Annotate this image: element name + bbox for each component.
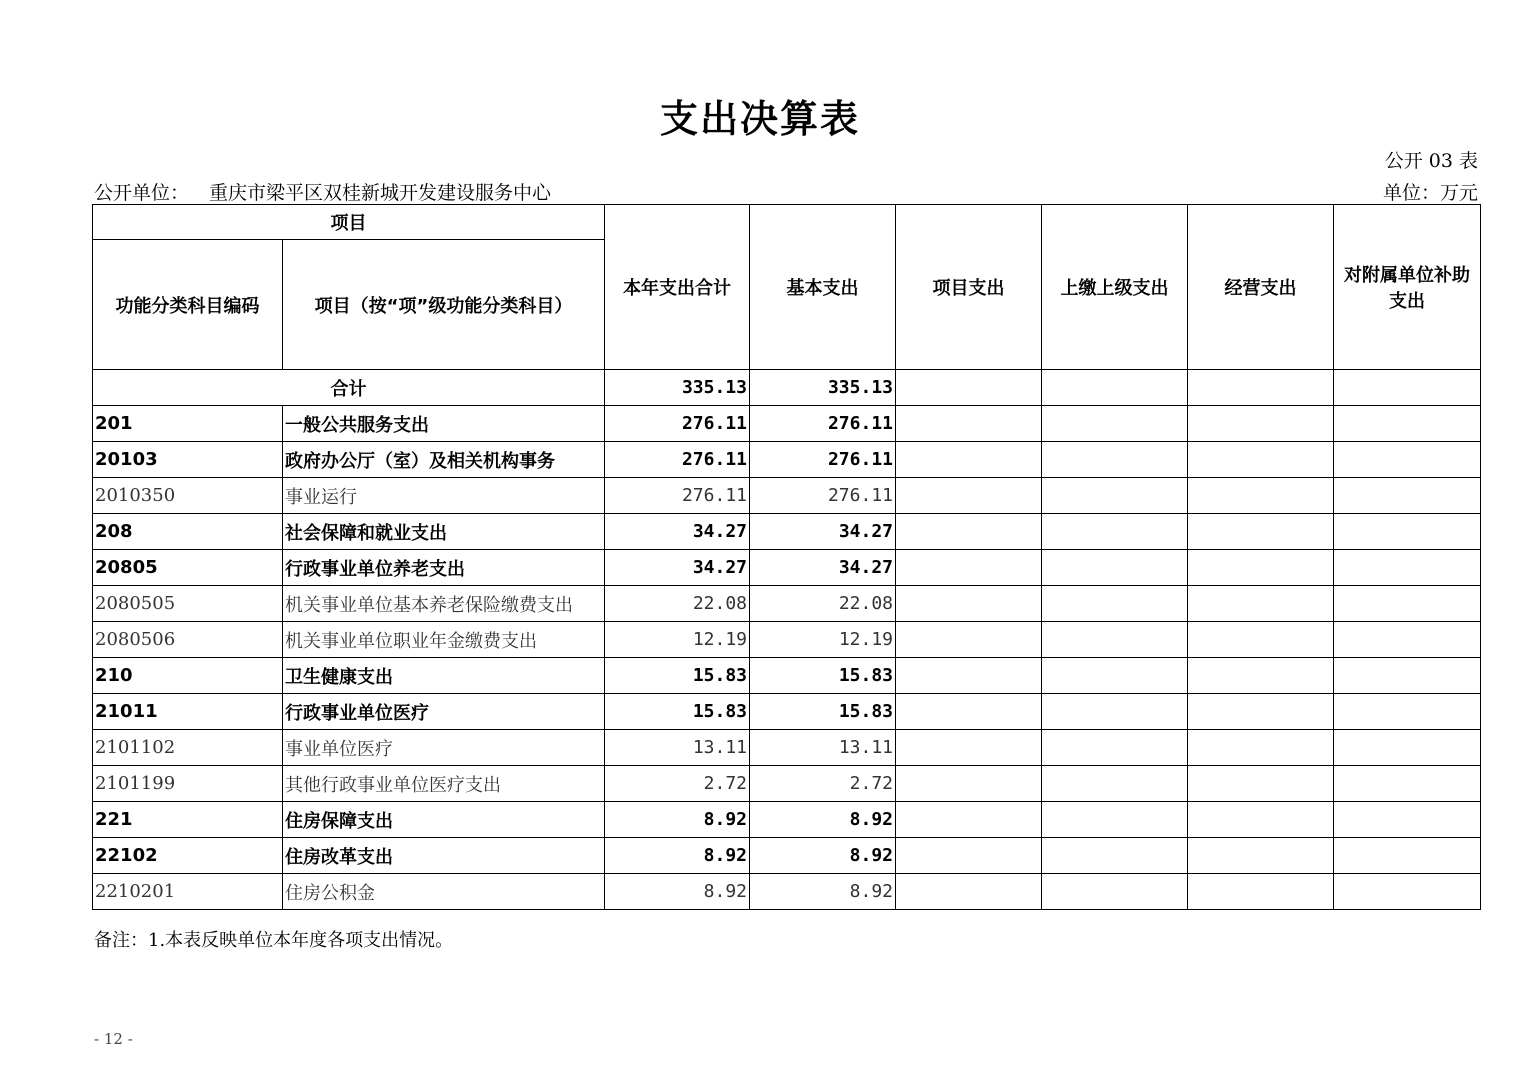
row-name: 事业运行 <box>283 478 605 514</box>
row-total: 34.27 <box>605 550 750 586</box>
empty-cell <box>1042 514 1188 550</box>
table-row <box>93 658 1481 694</box>
empty-cell <box>1334 586 1481 622</box>
row-code: 20805 <box>93 550 283 586</box>
expenditure-table <box>92 204 1481 910</box>
empty-cell <box>1188 478 1334 514</box>
header-business: 经营支出 <box>1188 205 1334 370</box>
empty-cell <box>1188 370 1334 406</box>
total-row <box>93 370 1481 406</box>
row-name: 住房改革支出 <box>283 838 605 874</box>
row-name: 社会保障和就业支出 <box>283 514 605 550</box>
empty-cell <box>1042 802 1188 838</box>
row-code: 2080505 <box>93 586 283 622</box>
empty-cell <box>1042 442 1188 478</box>
row-total: 8.92 <box>605 838 750 874</box>
row-basic: 34.27 <box>750 514 896 550</box>
empty-cell <box>1042 874 1188 910</box>
empty-cell <box>1188 514 1334 550</box>
empty-cell <box>896 838 1042 874</box>
row-code: 2210201 <box>93 874 283 910</box>
header-project: 项目 <box>93 205 605 240</box>
table-row <box>93 550 1481 586</box>
table-number: 公开 03 表 <box>1384 150 1478 172</box>
empty-cell <box>1188 766 1334 802</box>
row-name: 行政事业单位养老支出 <box>283 550 605 586</box>
empty-cell <box>1188 694 1334 730</box>
empty-cell <box>1334 550 1481 586</box>
row-total: 15.83 <box>605 694 750 730</box>
table-row <box>93 514 1481 550</box>
row-code: 221 <box>93 802 283 838</box>
header-basic: 基本支出 <box>750 205 896 370</box>
empty-cell <box>896 874 1042 910</box>
empty-cell <box>1042 622 1188 658</box>
header-code: 功能分类科目编码 <box>93 240 283 370</box>
table-row <box>93 406 1481 442</box>
reporting-unit-prefix: 公开单位： <box>94 182 190 204</box>
empty-cell <box>1042 730 1188 766</box>
row-total: 13.11 <box>605 730 750 766</box>
empty-cell <box>896 550 1042 586</box>
row-name: 政府办公厅（室）及相关机构事务 <box>283 442 605 478</box>
row-code: 2010350 <box>93 478 283 514</box>
row-basic: 276.11 <box>750 478 896 514</box>
empty-cell <box>1042 694 1188 730</box>
row-total: 15.83 <box>605 658 750 694</box>
empty-cell <box>896 658 1042 694</box>
table-row <box>93 622 1481 658</box>
row-code: 22102 <box>93 838 283 874</box>
empty-cell <box>896 622 1042 658</box>
empty-cell <box>1188 874 1334 910</box>
row-name: 行政事业单位医疗 <box>283 694 605 730</box>
table-row <box>93 802 1481 838</box>
empty-cell <box>1042 478 1188 514</box>
row-total: 12.19 <box>605 622 750 658</box>
row-basic: 8.92 <box>750 802 896 838</box>
empty-cell <box>896 766 1042 802</box>
total-label: 合计 <box>93 370 605 406</box>
row-name: 事业单位医疗 <box>283 730 605 766</box>
empty-cell <box>896 478 1042 514</box>
reporting-unit <box>94 178 551 205</box>
row-code: 2101102 <box>93 730 283 766</box>
empty-cell <box>1042 370 1188 406</box>
row-name: 机关事业单位基本养老保险缴费支出 <box>283 586 605 622</box>
empty-cell <box>1334 658 1481 694</box>
table-row <box>93 838 1481 874</box>
total-basic: 335.13 <box>750 370 896 406</box>
empty-cell <box>1334 406 1481 442</box>
empty-cell <box>896 694 1042 730</box>
empty-cell <box>1042 550 1188 586</box>
total-amount: 335.13 <box>605 370 750 406</box>
row-code: 2101199 <box>93 766 283 802</box>
table-row <box>93 586 1481 622</box>
row-code: 208 <box>93 514 283 550</box>
row-basic: 8.92 <box>750 838 896 874</box>
row-basic: 15.83 <box>750 658 896 694</box>
row-basic: 276.11 <box>750 406 896 442</box>
footnote: 备注：1.本表反映单位本年度各项支出情况。 <box>94 930 454 951</box>
empty-cell <box>1188 658 1334 694</box>
table-body <box>93 370 1481 910</box>
row-name: 卫生健康支出 <box>283 658 605 694</box>
empty-cell <box>1334 478 1481 514</box>
row-total: 22.08 <box>605 586 750 622</box>
row-code: 20103 <box>93 442 283 478</box>
row-basic: 22.08 <box>750 586 896 622</box>
row-code: 210 <box>93 658 283 694</box>
row-total: 8.92 <box>605 874 750 910</box>
table-row <box>93 478 1481 514</box>
row-basic: 276.11 <box>750 442 896 478</box>
row-total: 276.11 <box>605 442 750 478</box>
row-name: 其他行政事业单位医疗支出 <box>283 766 605 802</box>
empty-cell <box>896 730 1042 766</box>
row-basic: 34.27 <box>750 550 896 586</box>
header-subsidy: 对附属单位补助支出 <box>1334 205 1481 370</box>
row-total: 276.11 <box>605 406 750 442</box>
row-basic: 13.11 <box>750 730 896 766</box>
empty-cell <box>896 802 1042 838</box>
row-total: 276.11 <box>605 478 750 514</box>
row-total: 34.27 <box>605 514 750 550</box>
empty-cell <box>1188 838 1334 874</box>
empty-cell <box>1188 442 1334 478</box>
empty-cell <box>1334 442 1481 478</box>
row-basic: 8.92 <box>750 874 896 910</box>
empty-cell <box>1188 802 1334 838</box>
empty-cell <box>1334 874 1481 910</box>
empty-cell <box>896 370 1042 406</box>
empty-cell <box>1042 406 1188 442</box>
empty-cell <box>1334 766 1481 802</box>
empty-cell <box>1042 838 1188 874</box>
empty-cell <box>1334 802 1481 838</box>
row-code: 2080506 <box>93 622 283 658</box>
row-basic: 12.19 <box>750 622 896 658</box>
empty-cell <box>896 406 1042 442</box>
row-name: 住房公积金 <box>283 874 605 910</box>
empty-cell <box>1042 658 1188 694</box>
row-code: 21011 <box>93 694 283 730</box>
table-row <box>93 874 1481 910</box>
row-name: 机关事业单位职业年金缴费支出 <box>283 622 605 658</box>
empty-cell <box>1334 370 1481 406</box>
currency-unit: 单位：万元 <box>1382 182 1478 204</box>
row-name: 一般公共服务支出 <box>283 406 605 442</box>
row-basic: 15.83 <box>750 694 896 730</box>
empty-cell <box>1188 550 1334 586</box>
reporting-unit-name: 重庆市梁平区双桂新城开发建设服务中心 <box>209 182 552 204</box>
row-basic: 2.72 <box>750 766 896 802</box>
page-title: 支出决算表 <box>659 97 860 141</box>
row-total: 2.72 <box>605 766 750 802</box>
header-project-expenditure: 项目支出 <box>896 205 1042 370</box>
empty-cell <box>896 514 1042 550</box>
page-number: - 12 - <box>94 1030 133 1048</box>
table-row <box>93 766 1481 802</box>
empty-cell <box>896 586 1042 622</box>
empty-cell <box>1188 622 1334 658</box>
header-upper-payment: 上缴上级支出 <box>1042 205 1188 370</box>
row-total: 8.92 <box>605 802 750 838</box>
empty-cell <box>1334 622 1481 658</box>
table-row <box>93 694 1481 730</box>
empty-cell <box>1042 766 1188 802</box>
empty-cell <box>1188 730 1334 766</box>
row-code: 201 <box>93 406 283 442</box>
empty-cell <box>1334 694 1481 730</box>
empty-cell <box>896 442 1042 478</box>
header-name: 项目（按“项”级功能分类科目） <box>283 240 605 370</box>
empty-cell <box>1188 586 1334 622</box>
table-row <box>93 730 1481 766</box>
empty-cell <box>1042 586 1188 622</box>
table-row <box>93 442 1481 478</box>
row-name: 住房保障支出 <box>283 802 605 838</box>
empty-cell <box>1334 730 1481 766</box>
empty-cell <box>1188 406 1334 442</box>
empty-cell <box>1334 838 1481 874</box>
empty-cell <box>1334 514 1481 550</box>
header-total: 本年支出合计 <box>605 205 750 370</box>
